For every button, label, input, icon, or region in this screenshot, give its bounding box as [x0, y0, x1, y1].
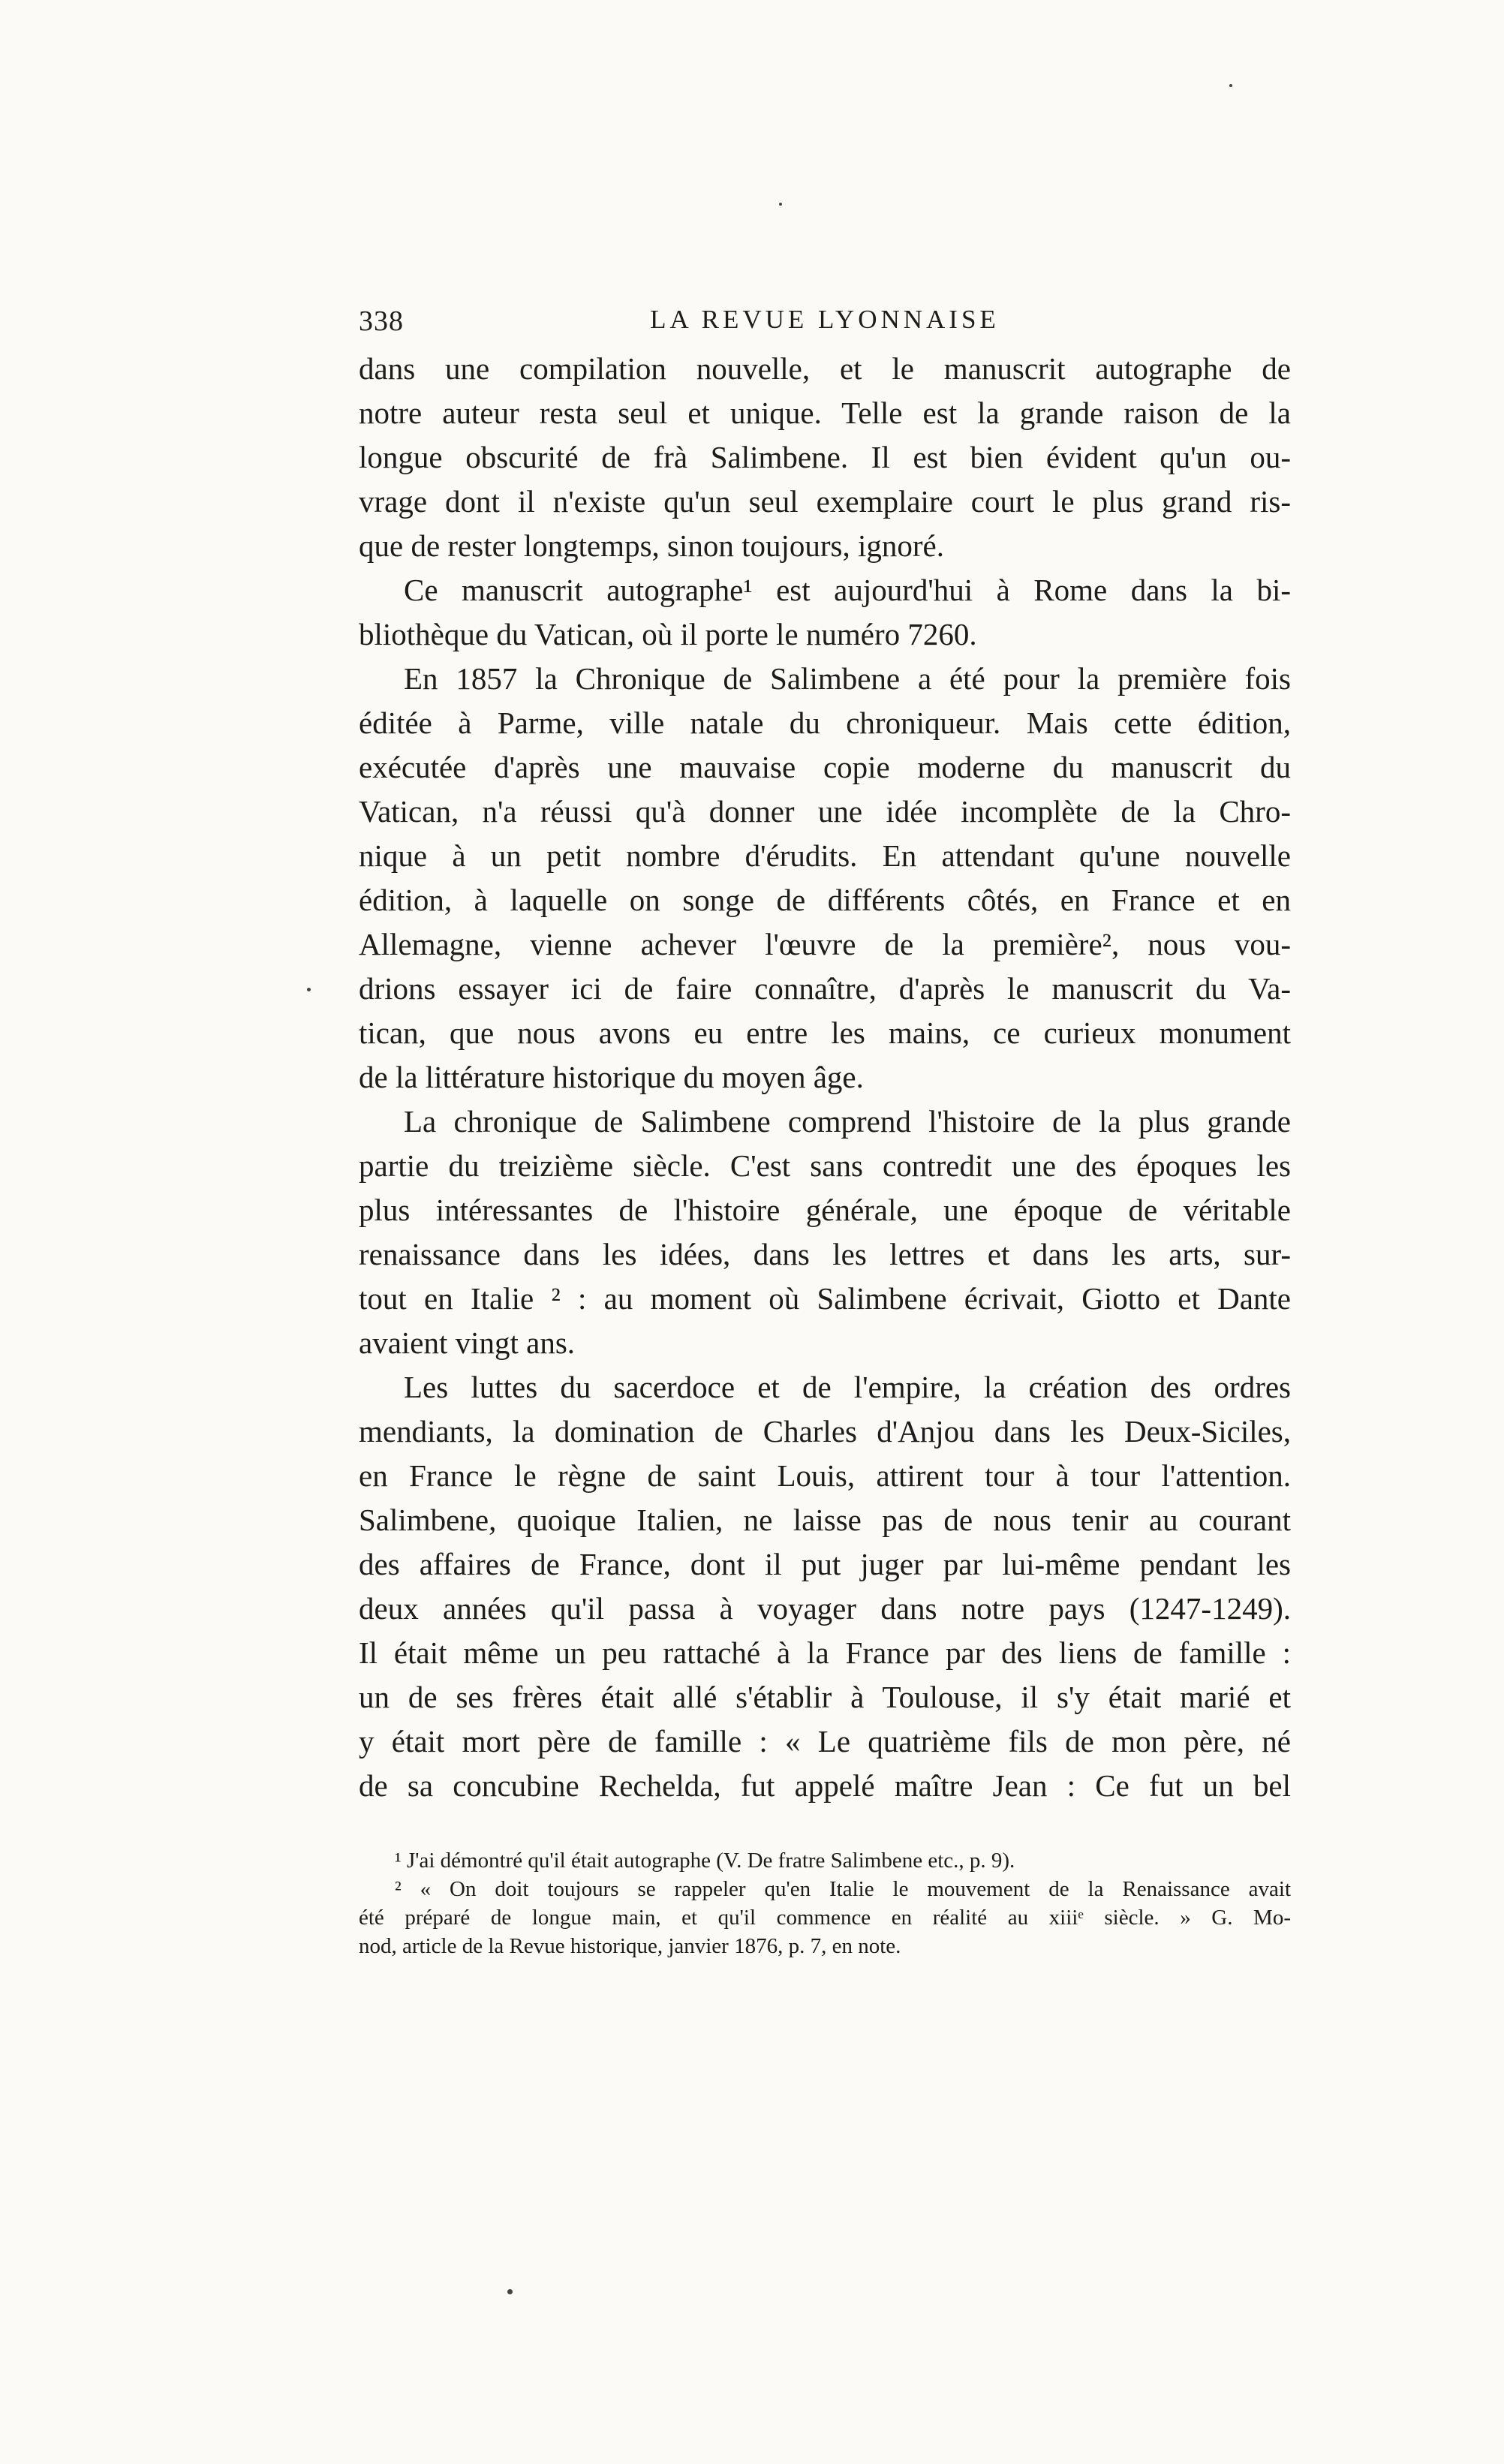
body-line: en France le règne de saint Louis, attirent tour à tour l'attention.: [359, 1458, 1291, 1493]
body-line: de sa concubine Rechelda, fut appelé maître Jean : Ce fut un bel: [359, 1768, 1291, 1803]
running-header: [359, 300, 1291, 344]
body-line: notre auteur resta seul et unique. Telle est la grande raison de la: [359, 396, 1291, 430]
body-line: mendiants, la domination de Charles d'Anjou dans les Deux-Siciles,: [359, 1414, 1291, 1449]
body-line: Il était même un peu rattaché à la France par des liens de famille :: [359, 1635, 1291, 1670]
body-line: édition, à laquelle on songe de différents côtés, en France et en: [359, 883, 1291, 917]
footnote-line: ¹ J'ai démontré qu'il était autographe (V. De fratre Salimbene etc., p. 9).: [395, 1849, 1015, 1873]
paper-speck: [1229, 84, 1232, 87]
footnote-line: ² « On doit toujours se rappeler qu'en Italie le mouvement de la Renaissance avait: [395, 1877, 1291, 1901]
body-line: tout en Italie ² : au moment où Salimbene écrivait, Giotto et Dante: [359, 1281, 1291, 1316]
body-line: plus intéressantes de l'histoire générale, une époque de véritable: [359, 1193, 1291, 1227]
body-line: y était mort père de famille : « Le quatrième fils de mon père, né: [359, 1724, 1291, 1758]
body-line: tican, que nous avons eu entre les mains, ce curieux monument: [359, 1015, 1291, 1050]
body-line: des affaires de France, dont il put juger par lui-même pendant les: [359, 1547, 1291, 1581]
body-text: [359, 347, 1291, 1808]
footnote-line: nod, article de la Revue historique, janvier 1876, p. 7, en note.: [359, 1934, 901, 1958]
running-title: LA REVUE LYONNAISE: [650, 305, 1000, 334]
footnote-line: été préparé de longue main, et qu'il commence en réalité au xiiiᵉ siècle. » G. Mo-: [359, 1906, 1291, 1930]
body-line: Ce manuscrit autographe¹ est aujourd'hui à Rome dans la bi-: [404, 573, 1291, 607]
body-line: La chronique de Salimbene comprend l'histoire de la plus grande: [404, 1104, 1291, 1139]
body-line: Vatican, n'a réussi qu'à donner une idée incomplète de la Chro-: [359, 794, 1291, 829]
paper-speck: [779, 203, 782, 206]
body-line: renaissance dans les idées, dans les lettres et dans les arts, sur-: [359, 1237, 1291, 1271]
body-line: dans une compilation nouvelle, et le manuscrit autographe de: [359, 351, 1291, 386]
body-line: Allemagne, vienne achever l'œuvre de la première², nous vou-: [359, 927, 1291, 961]
body-line: En 1857 la Chronique de Salimbene a été pour la première fois: [404, 661, 1291, 696]
body-line: partie du treizième siècle. C'est sans contredit une des époques les: [359, 1148, 1291, 1183]
body-line: avaient vingt ans.: [359, 1325, 576, 1360]
paper-speck: [307, 988, 311, 991]
page-number: 338: [359, 305, 404, 337]
body-line: un de ses frères était allé s'établir à Toulouse, il s'y était marié et: [359, 1680, 1291, 1714]
body-line: vrage dont il n'existe qu'un seul exemplaire court le plus grand ris-: [359, 484, 1291, 519]
body-line: longue obscurité de frà Salimbene. Il est bien évident qu'un ou-: [359, 440, 1291, 474]
body-line: nique à un petit nombre d'érudits. En attendant qu'une nouvelle: [359, 838, 1291, 873]
body-line: deux années qu'il passa à voyager dans notre pays (1247-1249).: [359, 1591, 1291, 1626]
body-line: que de rester longtemps, sinon toujours, ignoré.: [359, 528, 945, 563]
body-line: exécutée d'après une mauvaise copie moderne du manuscrit du: [359, 750, 1291, 784]
footnotes: [359, 1846, 1291, 1960]
body-line: éditée à Parme, ville natale du chroniqueur. Mais cette édition,: [359, 706, 1291, 740]
body-line: Les luttes du sacerdoce et de l'empire, la création des ordres: [404, 1370, 1291, 1404]
body-line: drions essayer ici de faire connaître, d'après le manuscrit du Va-: [359, 971, 1291, 1006]
body-line: Salimbene, quoique Italien, ne laisse pas de nous tenir au courant: [359, 1503, 1291, 1537]
body-line: de la littérature historique du moyen âge.: [359, 1060, 864, 1094]
paper-speck: [507, 2289, 513, 2294]
body-line: bliothèque du Vatican, où il porte le numéro 7260.: [359, 617, 977, 651]
